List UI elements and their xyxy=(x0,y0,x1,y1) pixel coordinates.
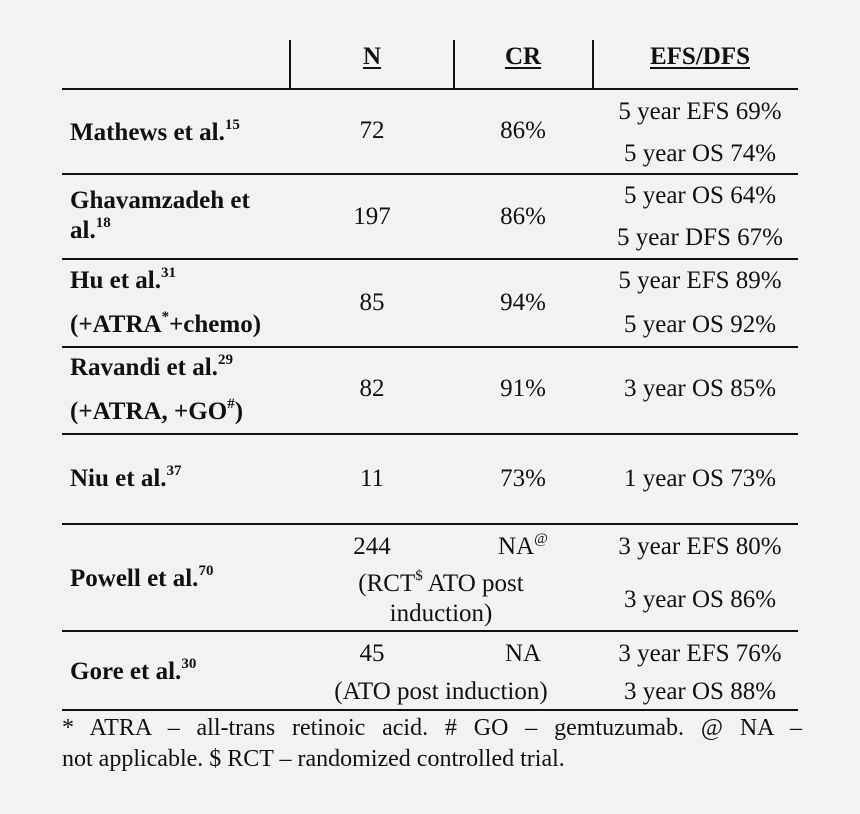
header-divider xyxy=(289,40,291,90)
study-name: Hu et al.$^{31}$ xyxy=(70,264,176,294)
header-efs-dfs: EFS/DFS xyxy=(649,43,751,70)
header-divider xyxy=(592,40,594,90)
study-name: Ghavamzadeh et xyxy=(70,187,250,214)
n-value: 85 xyxy=(359,289,385,316)
row-divider xyxy=(62,523,798,525)
study-name: al.$^{18}$ xyxy=(70,214,111,244)
n-value: 11 xyxy=(359,465,385,492)
cr-value: NA xyxy=(504,640,542,667)
row-divider xyxy=(62,88,798,90)
n-note: (ATO post induction) xyxy=(334,678,548,705)
efs-value: 3 year OS 85% xyxy=(623,375,777,402)
footnote-line: not applicable. $ RCT – randomized controlled trial. xyxy=(62,746,565,772)
row-divider xyxy=(62,433,798,435)
header-n: N xyxy=(362,43,382,70)
study-name: Mathews et al.$^{15}$ xyxy=(70,116,240,146)
cr-value: 91% xyxy=(500,375,546,402)
header-cr: CR xyxy=(504,43,542,70)
efs-value: 5 year OS 92% xyxy=(623,311,777,338)
footnote-line: * ATRA – all-trans retinoic acid. # GO – gemtuzumab. @ NA – xyxy=(62,715,802,741)
study-note: (+ATRA*+chemo) xyxy=(70,308,262,338)
efs-value: 3 year OS 86% xyxy=(623,586,777,613)
row-divider xyxy=(62,173,798,175)
efs-value: 3 year EFS 80% xyxy=(618,533,782,560)
efs-value: 3 year EFS 76% xyxy=(618,640,782,667)
row-divider xyxy=(62,709,798,711)
n-value: 45 xyxy=(359,640,385,667)
row-divider xyxy=(62,346,798,348)
cr-value: 86% xyxy=(500,117,546,144)
n-value: 244 xyxy=(353,533,391,560)
study-name: Ravandi et al.$^{29}$ xyxy=(70,351,233,381)
cr-value: 94% xyxy=(500,289,546,316)
efs-value: 5 year DFS 67% xyxy=(617,224,783,251)
efs-value: 5 year OS 74% xyxy=(623,140,777,167)
efs-value: 5 year OS 64% xyxy=(623,182,777,209)
cr-value: NA@ xyxy=(498,530,548,560)
header-divider xyxy=(453,40,455,90)
n-value: 82 xyxy=(359,375,385,402)
row-divider xyxy=(62,630,798,632)
n-value: 197 xyxy=(353,203,391,230)
study-name: Powell et al.$^{70}$ xyxy=(70,562,214,592)
efs-value: 3 year OS 88% xyxy=(623,678,777,705)
study-name: Niu et al.$^{37}$ xyxy=(70,462,182,492)
cr-value: 86% xyxy=(500,203,546,230)
efs-value: 5 year EFS 89% xyxy=(618,267,782,294)
n-note: (RCT$ ATO post xyxy=(358,567,524,597)
row-divider xyxy=(62,258,798,260)
study-note: (+ATRA, +GO#) xyxy=(70,395,244,425)
cr-value: 73% xyxy=(500,465,546,492)
study-name: Gore et al.$^{30}$ xyxy=(70,655,197,685)
efs-value: 5 year EFS 69% xyxy=(618,98,782,125)
n-value: 72 xyxy=(359,117,385,144)
efs-value: 1 year OS 73% xyxy=(623,465,777,492)
n-note: induction) xyxy=(389,600,493,627)
